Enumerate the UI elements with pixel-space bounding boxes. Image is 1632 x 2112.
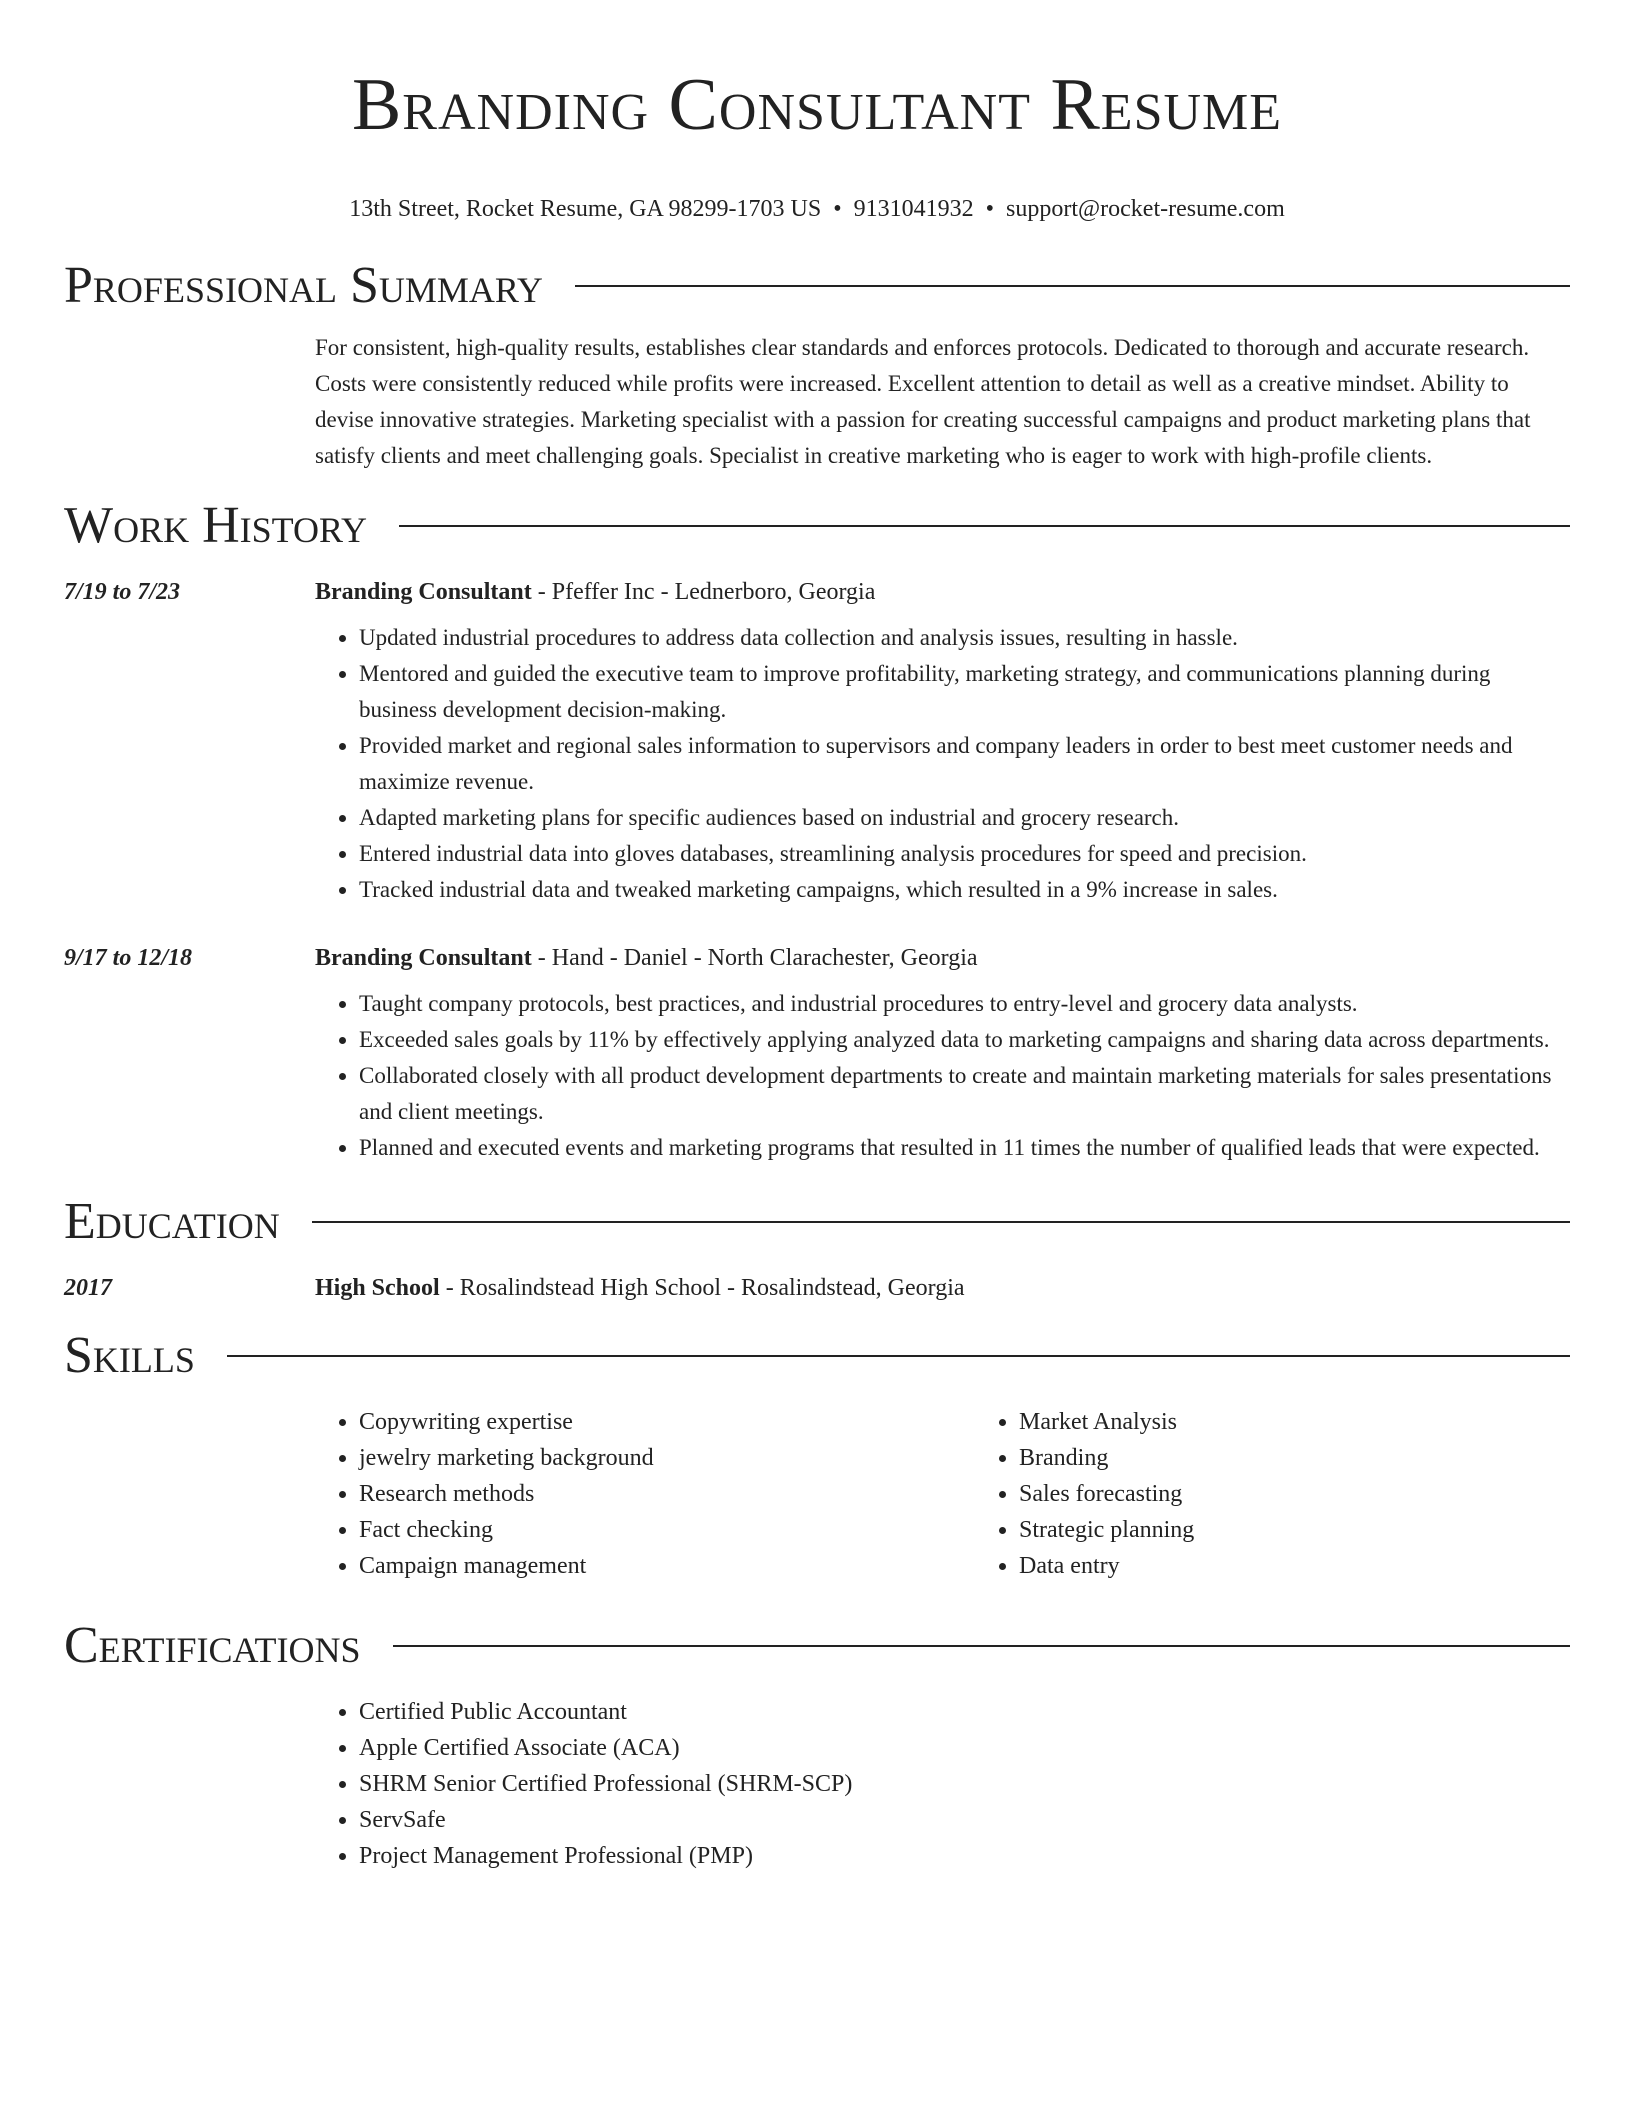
list-item: • Tracked industrial data and tweaked marketing campaigns, which resulted in a 9% increase in sales. <box>359 872 1570 908</box>
list-item: • Branding <box>1019 1440 1570 1476</box>
list-item: • SHRM Senior Certified Professional (SHRM-SCP) <box>359 1766 1570 1802</box>
section-divider <box>312 1221 1570 1223</box>
list-item: • Certified Public Accountant <box>359 1694 1570 1730</box>
job-entry <box>64 574 1570 908</box>
skills-grid <box>315 1404 1570 1584</box>
certifications-body <box>315 1694 1570 1874</box>
list-item: • Research methods <box>359 1476 975 1512</box>
education-details: - Rosalindstead High School - Rosalindstead, Georgia <box>439 1275 965 1301</box>
education-title: Education <box>64 1193 280 1250</box>
job-title <box>315 940 1570 976</box>
education-title-line <box>315 1270 1570 1306</box>
job-bullets <box>315 620 1570 908</box>
list-item: • Exceeded sales goals by 11% by effectively applying analyzed data to marketing campaigns and sharing data across departments. <box>359 1022 1570 1058</box>
job-header <box>64 574 1570 610</box>
list-item: • Project Management Professional (PMP) <box>359 1838 1570 1874</box>
certifications-section <box>64 1614 1570 1874</box>
contact-email: support@rocket-resume.com <box>1006 196 1285 222</box>
certifications-list <box>315 1694 1570 1874</box>
skills-title: Skills <box>64 1327 195 1384</box>
education-date: 2017 <box>64 1275 112 1301</box>
section-divider <box>575 285 1570 287</box>
list-item: • Provided market and regional sales information to supervisors and company leaders in order to best meet customer needs and maximize revenue. <box>359 728 1570 800</box>
job-role: Branding Consultant <box>315 945 532 971</box>
list-item: • Copywriting expertise <box>359 1404 975 1440</box>
skills-right-list <box>975 1404 1570 1584</box>
summary-heading <box>64 254 1570 318</box>
list-item: • Market Analysis <box>1019 1404 1570 1440</box>
skills-section <box>64 1324 1570 1584</box>
list-item: • Entered industrial data into gloves databases, streamlining analysis procedures for speed and precision. <box>359 836 1570 872</box>
list-item: • Planned and executed events and marketing programs that resulted in 11 times the number of qualified leads that were expected. <box>359 1130 1570 1166</box>
work-title: Work History <box>64 497 368 554</box>
job-header <box>64 940 1570 976</box>
list-item: • Strategic planning <box>1019 1512 1570 1548</box>
list-item: • Mentored and guided the executive team to improve profitability, marketing strategy, and communications planning during business development decision-making. <box>359 656 1570 728</box>
job-dates: 9/17 to 12/18 <box>64 945 193 971</box>
list-item: • Sales forecasting <box>1019 1476 1570 1512</box>
list-item: • Fact checking <box>359 1512 975 1548</box>
list-item: • Updated industrial procedures to address data collection and analysis issues, resulting in hassle. <box>359 620 1570 656</box>
job-bullets-wrap <box>315 620 1570 908</box>
job-role: Branding Consultant <box>315 579 532 605</box>
job-details: - Pfeffer Inc - Lednerboro, Georgia <box>531 579 876 605</box>
list-item: • Campaign management <box>359 1548 975 1584</box>
contact-phone: 9131041932 <box>853 196 974 222</box>
summary-title: Professional Summary <box>64 257 543 314</box>
list-item: • Adapted marketing plans for specific audiences based on industrial and grocery research. <box>359 800 1570 836</box>
job-bullets <box>315 986 1570 1166</box>
summary-body <box>315 330 1570 474</box>
skills-left-list <box>315 1404 975 1584</box>
list-item: • jewelry marketing background <box>359 1440 975 1476</box>
contact-separator: • <box>985 196 995 222</box>
contact-separator: • <box>833 196 842 222</box>
contact-line <box>64 194 1570 224</box>
section-divider <box>399 525 1570 527</box>
list-item: • Apple Certified Associate (ACA) <box>359 1730 1570 1766</box>
education-entry <box>64 1270 1570 1306</box>
list-item: • Data entry <box>1019 1548 1570 1584</box>
summary-text: For consistent, high-quality results, establishes clear standards and enforces protocols. Dedicated to thorough and accurate research. Costs were consistently reduced while profits were increased. Excellent attention to detail as well as a creative mindset. Ability to devise innovative strategies. Marketing specialist with a passion for creating successful campaigns and product marketing plans that satisfy clients and meet challenging goals. Specialist in creative marketing who is eager to work with high-profile clients. <box>315 335 1531 468</box>
list-item: • Collaborated closely with all product development departments to create and maintain marketing materials for sales presentations and client meetings. <box>359 1058 1570 1130</box>
job-bullets-wrap <box>315 986 1570 1166</box>
list-item: • Taught company protocols, best practices, and industrial procedures to entry-level and grocery data analysts. <box>359 986 1570 1022</box>
summary-section <box>64 254 1570 474</box>
certifications-title: Certifications <box>64 1617 361 1674</box>
resume-title: Branding Consultant Resume <box>351 64 1283 146</box>
section-divider <box>393 1645 1570 1647</box>
job-entry <box>64 940 1570 1166</box>
education-degree: High School <box>315 1275 440 1301</box>
work-section <box>64 494 1570 1166</box>
education-section <box>64 1190 1570 1306</box>
certifications-heading <box>64 1614 1570 1678</box>
job-dates: 7/19 to 7/23 <box>64 579 181 605</box>
contact-address: 13th Street, Rocket Resume, GA 98299-1703 US <box>349 196 822 222</box>
education-heading <box>64 1190 1570 1254</box>
work-heading <box>64 494 1570 558</box>
section-divider <box>227 1355 1570 1357</box>
job-title <box>315 574 1570 610</box>
skills-heading <box>64 1324 1570 1388</box>
job-details: - Hand - Daniel - North Clarachester, Georgia <box>531 945 978 971</box>
list-item: • ServSafe <box>359 1802 1570 1838</box>
